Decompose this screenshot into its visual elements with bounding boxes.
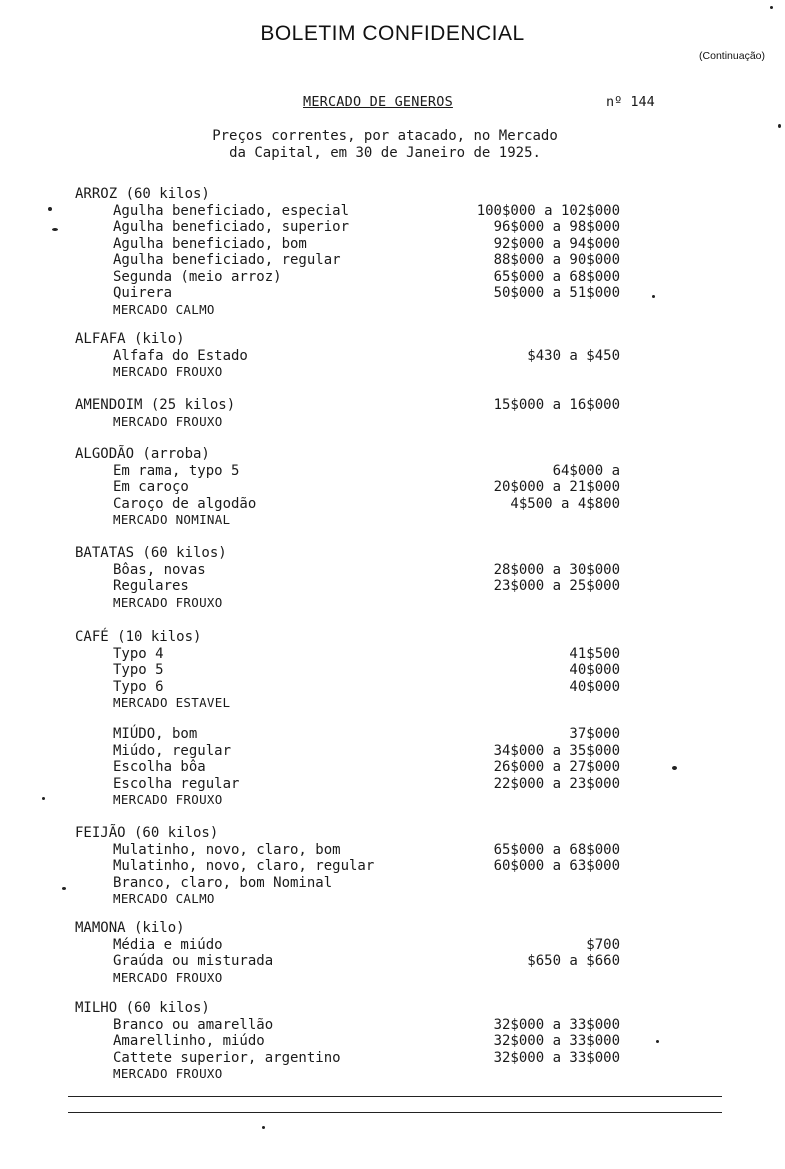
market-status: MERCADO FROUXO — [113, 413, 223, 429]
commodity-heading: FEIJÃO (60 kilos) — [75, 825, 219, 841]
scan-speck — [656, 1040, 659, 1043]
commodity-item: Graúda ou misturada — [113, 953, 274, 969]
commodity-item: Agulha beneficiado, regular — [113, 252, 341, 268]
commodity-price: $650 a $660 — [527, 953, 620, 969]
commodity-price: 92$000 a 94$000 — [493, 235, 620, 252]
commodity-item: Segunda (meio arroz) — [113, 268, 282, 285]
commodity-price: 50$000 a 51$000 — [493, 285, 620, 301]
market-status: MERCADO ESTAVEL — [113, 695, 231, 710]
commodity-item: Agulha beneficiado, superior — [113, 219, 350, 235]
commodity-heading: ALGODÃO (arroba) — [75, 446, 210, 462]
commodity-item: Escolha regular — [113, 775, 240, 792]
commodity-price: 40$000 — [569, 662, 620, 678]
bulletin-title: BOLETIM CONFIDENCIAL — [260, 22, 525, 45]
scan-speck — [48, 207, 52, 211]
commodity-item: Cattete superior, argentino — [113, 1049, 341, 1066]
commodity-heading: CAFÉ (10 kilos) — [75, 629, 202, 645]
scan-speck — [770, 6, 773, 9]
market-status: MERCADO NOMINAL — [113, 512, 231, 527]
commodity-item: Média e miúdo — [113, 936, 223, 953]
commodity-heading: ARROZ (60 kilos) — [75, 186, 210, 202]
commodity-item: Amarellinho, miúdo — [113, 1033, 265, 1049]
commodity-price: 23$000 a 25$000 — [493, 578, 620, 594]
bottom-rule-lower — [68, 1112, 722, 1113]
intro-line: Preços correntes, por atacado, no Mercado — [212, 128, 558, 144]
commodity-item: Em caroço — [113, 479, 189, 495]
market-status: MERCADO FROUXO — [113, 969, 223, 985]
commodity-price: 32$000 a 33$000 — [493, 1049, 620, 1066]
commodity-price: 41$500 — [569, 645, 620, 662]
commodity-item: Escolha bôa — [113, 759, 206, 775]
commodity-item: MIÚDO, bom — [113, 726, 198, 742]
commodity-price: 96$000 a 98$000 — [493, 219, 620, 235]
commodity-price: 28$000 a 30$000 — [493, 561, 620, 578]
scan-speck — [778, 124, 781, 128]
commodity-item: Typo 5 — [113, 662, 164, 678]
continuation-note: (Continuação) — [699, 50, 765, 62]
commodity-item: Agulha beneficiado, especial — [113, 202, 350, 219]
commodity-item: Caroço de algodão — [113, 495, 257, 512]
commodity-price: 34$000 a 35$000 — [493, 742, 620, 759]
commodity-item: Typo 6 — [113, 678, 164, 695]
bottom-rule-upper — [68, 1096, 722, 1097]
commodity-price: 60$000 a 63$000 — [493, 858, 620, 874]
commodity-item: Mulatinho, novo, claro, regular — [113, 858, 375, 874]
commodity-item: Bôas, novas — [113, 561, 206, 578]
market-status: MERCADO CALMO — [113, 891, 215, 906]
commodity-price: 65$000 a 68$000 — [493, 268, 620, 285]
commodity-price: 32$000 a 33$000 — [493, 1016, 620, 1033]
commodity-item: Miúdo, regular — [113, 742, 232, 759]
market-status: MERCADO FROUXO — [113, 594, 223, 610]
commodity-item: Em rama, typo 5 — [113, 462, 240, 479]
commodity-item: Alfafa do Estado — [113, 347, 248, 364]
scan-speck — [52, 228, 58, 231]
commodity-price: 37$000 — [569, 726, 620, 742]
commodity-price: 100$000 a 102$000 — [476, 202, 620, 219]
market-status: MERCADO CALMO — [113, 301, 215, 317]
commodity-price: $430 a $450 — [527, 347, 620, 364]
commodity-item: Branco, claro, bom Nominal — [113, 874, 333, 891]
commodity-price: 64$000 a — [552, 462, 620, 479]
scan-speck — [42, 797, 45, 800]
commodity-heading: MILHO (60 kilos) — [75, 1000, 210, 1016]
commodity-price: $700 — [586, 936, 620, 953]
issue-number: nº 144 — [606, 94, 655, 110]
commodity-item: Regulares — [113, 578, 189, 594]
commodity-price: 65$000 a 68$000 — [493, 841, 620, 858]
commodity-item: Quirera — [113, 285, 173, 301]
market-status: MERCADO FROUXO — [113, 792, 223, 807]
commodity-item: Branco ou amarellão — [113, 1016, 274, 1033]
commodity-price: 40$000 — [569, 678, 620, 695]
market-section-title: MERCADO DE GENEROS — [303, 94, 453, 110]
commodity-price: 4$500 a 4$800 — [510, 495, 620, 512]
scan-speck — [652, 295, 655, 298]
intro-line: da Capital, em 30 de Janeiro de 1925. — [229, 145, 541, 161]
market-status: MERCADO FROUXO — [113, 364, 223, 379]
commodity-price: 20$000 a 21$000 — [493, 479, 620, 495]
commodity-item: Typo 4 — [113, 645, 164, 662]
commodity-heading: MAMONA (kilo) — [75, 920, 185, 936]
scan-speck — [262, 1126, 265, 1129]
commodity-heading: BATATAS (60 kilos) — [75, 545, 227, 561]
scan-speck — [672, 766, 677, 770]
commodity-price: 15$000 a 16$000 — [493, 397, 620, 413]
commodity-price: 26$000 a 27$000 — [493, 759, 620, 775]
commodity-item: Agulha beneficiado, bom — [113, 235, 307, 252]
scan-speck — [62, 887, 66, 890]
intro-paragraph — [170, 128, 600, 162]
commodity-heading: ALFAFA (kilo) — [75, 331, 185, 347]
commodity-price: 88$000 a 90$000 — [493, 252, 620, 268]
commodity-item: Mulatinho, novo, claro, bom — [113, 841, 341, 858]
market-status: MERCADO FROUXO — [113, 1066, 223, 1081]
commodity-price: 32$000 a 33$000 — [493, 1033, 620, 1049]
commodity-price: 22$000 a 23$000 — [493, 775, 620, 792]
commodity-heading: AMENDOIM (25 kilos) — [75, 397, 236, 413]
